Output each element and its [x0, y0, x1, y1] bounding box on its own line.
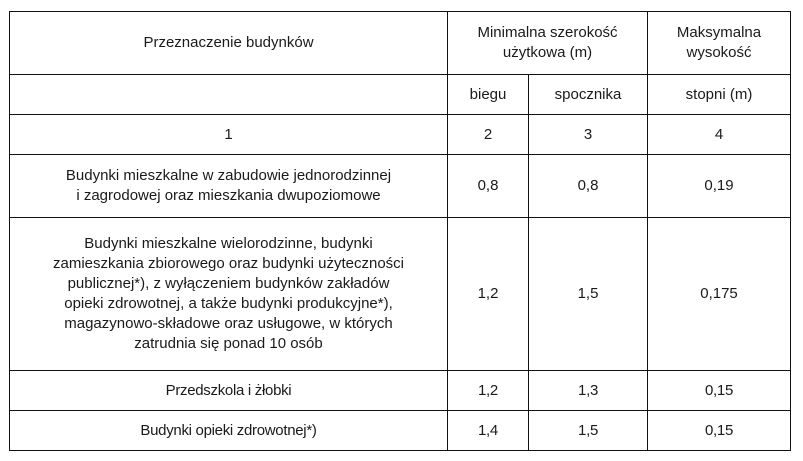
header-purpose: Przeznaczenie budynków: [10, 12, 448, 75]
bieg-cell: 0,8: [448, 155, 529, 218]
purpose-line: Budynki mieszkalne w zabudowie jednorodzinnej: [65, 167, 392, 184]
stopien-cell: 0,15: [648, 411, 791, 451]
subheader-spocznik: spocznika: [529, 75, 648, 115]
purpose-line: i zagrodowej oraz mieszkania dwupoziomowe: [76, 187, 381, 204]
purpose-line: zatrudnia się ponad 10 osób: [134, 335, 323, 352]
spocznik-cell: 1,5: [529, 218, 648, 371]
purpose-line: magazynowo-składowe oraz usługowe, w których: [64, 315, 393, 332]
stopien-cell: 0,15: [648, 371, 791, 411]
header-max-height-line: Maksymalna: [676, 24, 762, 41]
header-max-height: [648, 12, 791, 75]
column-number: 3: [529, 115, 648, 155]
table-row: [10, 218, 791, 371]
header-row: [10, 12, 791, 75]
column-number: 1: [10, 115, 448, 155]
purpose-line: opieki zdrowotnej, a także budynki produkcyjne*),: [64, 295, 393, 312]
stair-requirements-table: [9, 11, 791, 451]
subheader-row: [10, 75, 791, 115]
header-max-height-line: wysokość: [686, 44, 752, 61]
purpose-cell: [10, 155, 448, 218]
numbering-row: [10, 115, 791, 155]
purpose-cell: Przedszkola i żłobki: [10, 371, 448, 411]
column-number: 2: [448, 115, 529, 155]
purpose-cell: [10, 218, 448, 371]
table-row: [10, 371, 791, 411]
subheader-empty: [10, 75, 448, 115]
purpose-cell: Budynki opieki zdrowotnej*): [10, 411, 448, 451]
spocznik-cell: 0,8: [529, 155, 648, 218]
column-number: 4: [648, 115, 791, 155]
table-row: [10, 411, 791, 451]
spocznik-cell: 1,5: [529, 411, 648, 451]
header-min-width-line: Minimalna szerokość: [477, 24, 618, 41]
bieg-cell: 1,4: [448, 411, 529, 451]
subheader-bieg: biegu: [448, 75, 529, 115]
bieg-cell: 1,2: [448, 371, 529, 411]
header-min-width-line: użytkowa (m): [502, 44, 593, 61]
stopien-cell: 0,175: [648, 218, 791, 371]
header-min-width: [448, 12, 648, 75]
subheader-stopien: stopni (m): [648, 75, 791, 115]
spocznik-cell: 1,3: [529, 371, 648, 411]
purpose-line: publicznej*), z wyłączeniem budynków zakładów: [67, 275, 390, 292]
purpose-line: zamieszkania zbiorowego oraz budynki użyteczności: [52, 255, 404, 272]
table-row: [10, 155, 791, 218]
bieg-cell: 1,2: [448, 218, 529, 371]
stopien-cell: 0,19: [648, 155, 791, 218]
purpose-line: Budynki mieszkalne wielorodzinne, budynki: [84, 235, 373, 252]
